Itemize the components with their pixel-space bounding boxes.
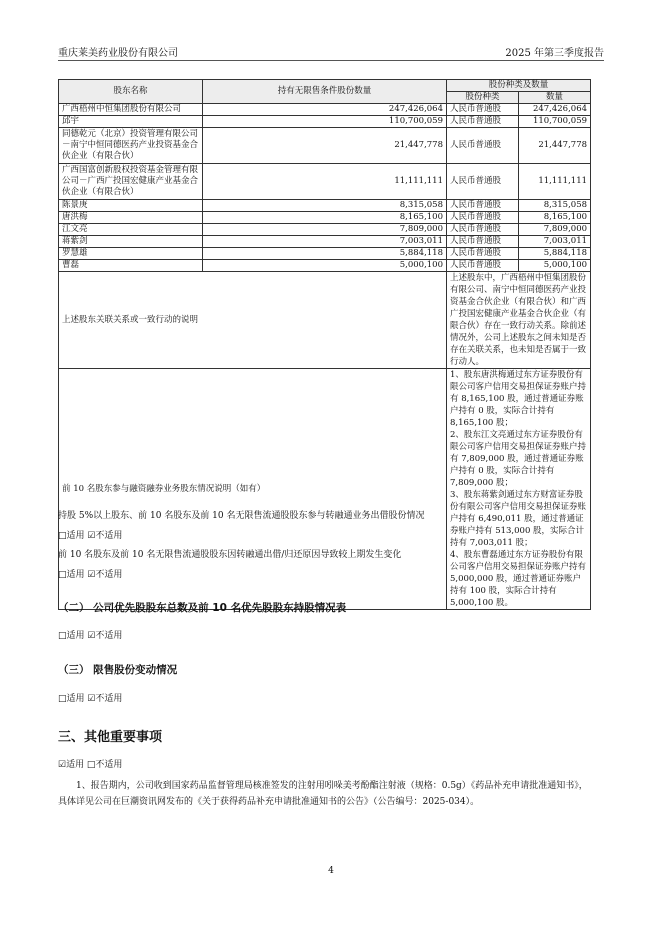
cell-qty: 8,315,058 (519, 200, 591, 212)
cell-qty: 110,700,059 (519, 116, 591, 128)
cell-qty: 5,884,118 (519, 248, 591, 260)
cell-name: 唐洪梅 (59, 212, 203, 224)
applicable-checkbox-4: □适用 ☑不适用 (58, 694, 123, 704)
margin-line: 1、股东唐洪梅通过东方证券股份有限公司客户信用交易担保证券账户持有 8,165,100 股，通过普通证券账户持有 0 股，实际合计持有 8,165,100 股； (450, 370, 587, 428)
cell-qty: 7,809,000 (519, 224, 591, 236)
applicable-checkbox-5: ☑适用 □不适用 (58, 760, 123, 770)
applicable-checkbox-2: □适用 ☑不适用 (58, 570, 123, 580)
shareholder-table (58, 79, 591, 610)
cell-type: 人民币普通股 (447, 236, 519, 248)
cell-type: 人民币普通股 (447, 104, 519, 116)
cell-type: 人民币普通股 (447, 260, 519, 272)
table-row (59, 104, 591, 116)
table-row (59, 212, 591, 224)
cell-qty: 8,165,100 (519, 212, 591, 224)
cell-name: 广西国富创新股权投资基金管理有限公司－广西广投国宏健康产业基金合伙企业（有限合伙） (59, 164, 203, 200)
table-row (59, 128, 591, 164)
cell-shares: 5,884,118 (203, 248, 447, 260)
cell-shares: 5,000,100 (203, 260, 447, 272)
cell-shares: 110,700,059 (203, 116, 447, 128)
cell-type: 人民币普通股 (447, 224, 519, 236)
cell-type: 人民币普通股 (447, 164, 519, 200)
page-number: 4 (328, 866, 334, 876)
cell-shares: 247,426,064 (203, 104, 447, 116)
cell-shares: 8,315,058 (203, 200, 447, 212)
table-row (59, 164, 591, 200)
cell-name: 江文亮 (59, 224, 203, 236)
cell-type: 人民币普通股 (447, 116, 519, 128)
other-matter-item-1: 1、报告期内，公司收到国家药品监督管理局核准签发的注射用吲哚美考酚酯注射液（规格：0.5g）《药品补充申请批准通知书》，具体详见公司在巨潮资讯网发布的《关于获得药品补充申请批准通知书的公告》（公告编号：2025-034）。 (58, 781, 588, 807)
cell-shares: 21,447,778 (203, 128, 447, 164)
cell-name: 邱宇 (59, 116, 203, 128)
cell-name: 广西梧州中恒集团股份有限公司 (59, 104, 203, 116)
relation-label: 上述股东关联关系或一致行动的说明 (59, 272, 447, 369)
margin-line: 3、股东蒋紫剑通过东方财富证券股份有限公司客户信用交易担保证券账户持有 6,490,011 股，通过普通证券账户持有 513,000 股，实际合计持有 7,003,011 股； (450, 490, 587, 548)
report-title: 2025 年第三季度报告 (505, 48, 604, 59)
cell-qty: 5,000,100 (519, 260, 591, 272)
preferred-shareholders-heading: （二） 公司优先股股东总数及前 10 名优先股股东持股情况表 (58, 602, 347, 614)
cell-name: 蒋紫剑 (59, 236, 203, 248)
cell-shares: 11,111,111 (203, 164, 447, 200)
page-header (58, 44, 604, 61)
margin-line: 2、股东江文亮通过东方证券股份有限公司客户信用交易担保证券账户持有 7,809,000 股，通过普通证券账户持有 0 股，实际合计持有 7,809,000 股； (450, 430, 587, 488)
col-header-qty: 数量 (519, 92, 591, 104)
table-row (59, 224, 591, 236)
cell-shares: 8,165,100 (203, 212, 447, 224)
margin-line: 4、股东曹磊通过东方证券股份有限公司客户信用交易担保证券账户持有 5,000,000 股，通过普通证券账户持有 100 股，实际合计持有 5,000,100 股。 (450, 550, 587, 608)
cell-name: 罗慧雄 (59, 248, 203, 260)
cell-type: 人民币普通股 (447, 248, 519, 260)
margin-row (59, 369, 591, 610)
cell-qty: 7,003,011 (519, 236, 591, 248)
col-header-shares: 持有无限售条件股份数量 (203, 80, 447, 104)
applicable-checkbox-3: □适用 ☑不适用 (58, 631, 123, 641)
cell-name: 曹磊 (59, 260, 203, 272)
margin-text (447, 369, 591, 610)
refinancing-lending-text: 持股 5%以上股东、前 10 名股东及前 10 名无限售流通股股东参与转融通业务出借股份情况 (58, 511, 425, 521)
table-row (59, 260, 591, 272)
restricted-shares-heading: （三） 限售股份变动情况 (58, 664, 178, 676)
cell-name: 陈景庚 (59, 200, 203, 212)
cell-qty: 247,426,064 (519, 104, 591, 116)
table-row (59, 248, 591, 260)
cell-type: 人民币普通股 (447, 212, 519, 224)
cell-shares: 7,809,000 (203, 224, 447, 236)
col-header-type: 股份种类 (447, 92, 519, 104)
col-header-group: 股份种类及数量 (447, 80, 591, 92)
cell-name: 同德乾元（北京）投资管理有限公司－南宁中恒同德医药产业投资基金合伙企业（有限合伙） (59, 128, 203, 164)
col-header-name: 股东名称 (59, 80, 203, 104)
margin-label: 前 10 名股东参与融资融券业务股东情况说明（如有） (59, 369, 447, 610)
other-matters-heading: 三、其他重要事项 (58, 730, 163, 745)
cell-qty: 21,447,778 (519, 128, 591, 164)
cell-shares: 7,003,011 (203, 236, 447, 248)
relation-text: 上述股东中，广西梧州中恒集团股份有限公司、南宁中恒同德医药产业投资基金合伙企业（有限合伙）和广西广投国宏健康产业基金合伙企业（有限合伙）存在一致行动关系。除前述情况外，公司上述股东之间未知是否存在关联关系，也未知是否属于一致行动人。 (447, 272, 591, 369)
applicable-checkbox-1: □适用 ☑不适用 (58, 531, 123, 541)
table-row (59, 200, 591, 212)
cell-qty: 11,111,111 (519, 164, 591, 200)
table-row (59, 116, 591, 128)
relation-row (59, 272, 591, 369)
cell-type: 人民币普通股 (447, 200, 519, 212)
table-row (59, 236, 591, 248)
cell-type: 人民币普通股 (447, 128, 519, 164)
refinancing-change-text: 前 10 名股东及前 10 名无限售流通股股东因转融通出借/归还原因导致较上期发生变化 (58, 550, 402, 560)
company-name: 重庆莱美药业股份有限公司 (58, 48, 178, 59)
